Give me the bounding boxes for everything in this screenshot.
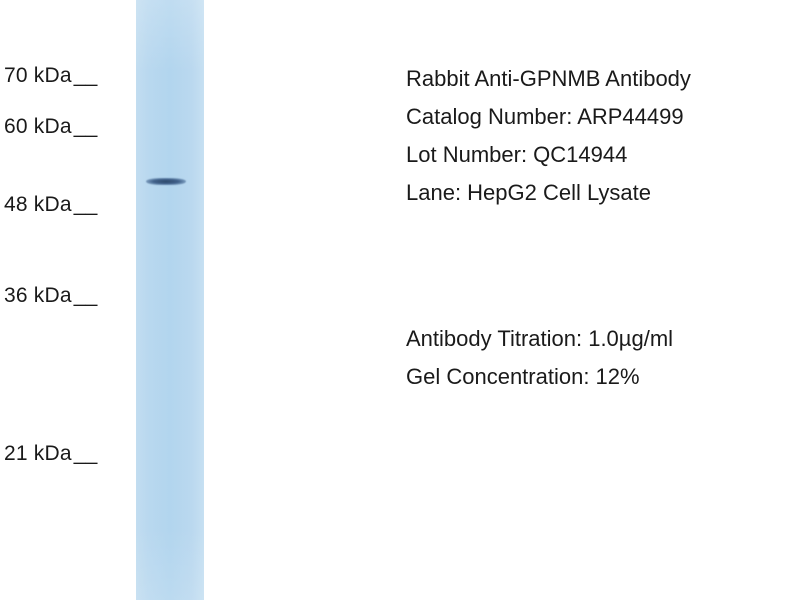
marker-label-21kda — [4, 442, 98, 466]
protein-band-gpnmb — [146, 178, 186, 185]
marker-tick: __ — [73, 193, 98, 216]
marker-label-text: 48 kDa — [4, 193, 72, 216]
gel-concentration-line: Gel Concentration: 12% — [406, 364, 640, 389]
lane-sample-line: Lane: HepG2 Cell Lysate — [406, 180, 651, 205]
antibody-titration-line: Antibody Titration: 1.0µg/ml — [406, 326, 674, 351]
marker-label-text: 60 kDa — [4, 115, 72, 138]
marker-tick: __ — [73, 115, 98, 138]
marker-tick: __ — [73, 284, 98, 307]
marker-label-60kda — [4, 115, 98, 139]
marker-tick: __ — [73, 442, 98, 465]
antibody-info-block — [406, 60, 691, 212]
antibody-name-line: Rabbit Anti-GPNMB Antibody — [406, 66, 691, 91]
catalog-number-line: Catalog Number: ARP44499 — [406, 104, 684, 129]
marker-label-70kda — [4, 64, 98, 88]
marker-tick: __ — [73, 64, 98, 87]
marker-label-36kda — [4, 284, 98, 308]
blot-lane — [136, 0, 204, 600]
lane-sheen — [136, 0, 204, 600]
lot-number-line: Lot Number: QC14944 — [406, 142, 628, 167]
assay-conditions-block — [406, 320, 673, 396]
marker-label-48kda — [4, 193, 98, 217]
marker-label-text: 21 kDa — [4, 442, 72, 465]
marker-label-text: 70 kDa — [4, 64, 72, 87]
marker-label-text: 36 kDa — [4, 284, 72, 307]
